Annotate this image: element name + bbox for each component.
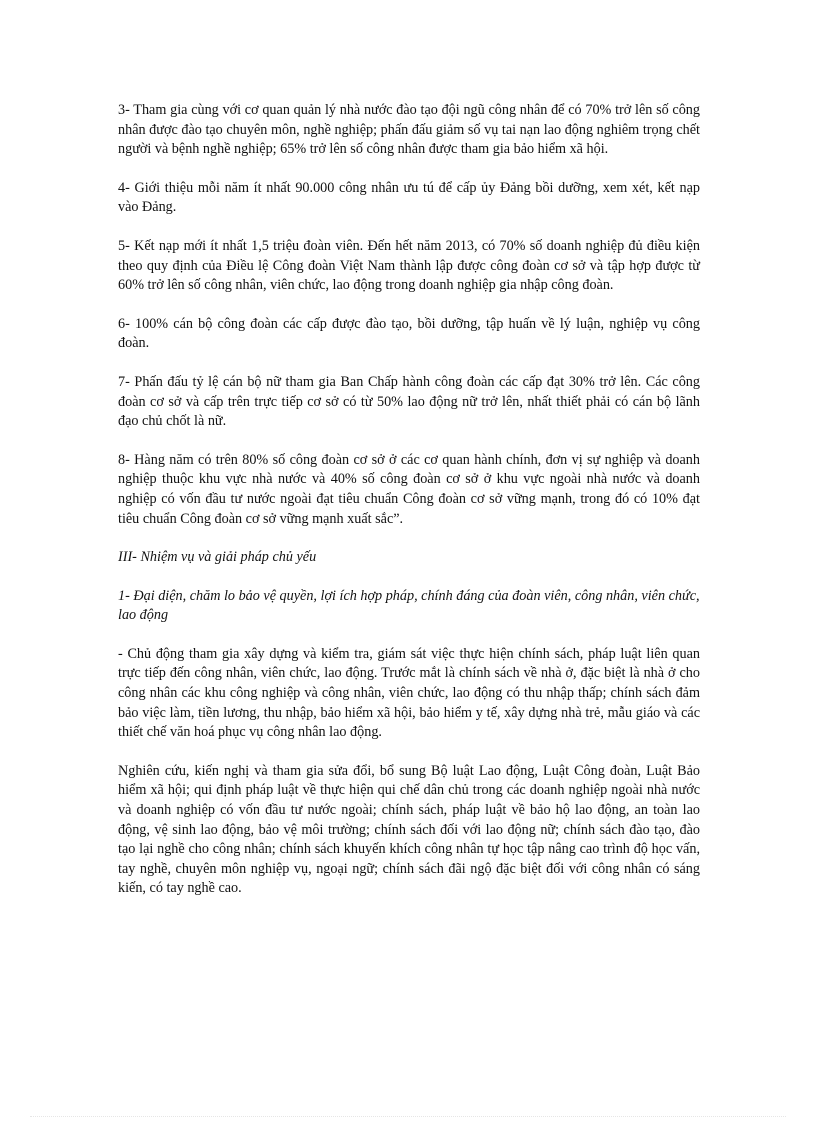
paragraph-target-7: 7- Phấn đấu tỷ lệ cán bộ nữ tham gia Ban Chấp hành công đoàn các cấp đạt 30% trở lên. Các công đoàn cơ sở và cấp trên trực tiếp cơ sở có từ 50% lao động nữ trở lên, nhất thiết phải có cán bộ lãnh đạo chủ chốt là nữ. — [118, 373, 700, 430]
subsection-heading: 1- Đại diện, chăm lo bảo vệ quyền, lợi ích hợp pháp, chính đáng của đoàn viên, công nhân, viên chức, lao động — [118, 587, 700, 624]
body-paragraph-2: Nghiên cứu, kiến nghị và tham gia sửa đổi, bổ sung Bộ luật Lao động, Luật Công đoàn, Luật Bảo hiểm xã hội; qui định pháp luật về thực hiện qui chế dân chủ trong các doanh nghiệp ngoài nhà nước và doanh nghiệp có vốn đầu tư nước ngoài; chính sách, pháp luật về bảo hộ lao động, an toàn lao động, vệ sinh lao động, bảo vệ môi trường; chính sách đối với lao động nữ; chính sách đào tạo, đào tạo lại nghề cho công nhân; chính sách khuyến khích công nhân tự học tập nâng cao trình độ học vấn, tay nghề, chuyên môn nghiệp vụ, ngoại ngữ; chính sách đãi ngộ đặc biệt đối với công nhân có sáng kiến, có tay nghề cao. — [118, 762, 700, 897]
document-page — [118, 101, 700, 918]
paragraph-target-6: 6- 100% cán bộ công đoàn các cấp được đào tạo, bồi dưỡng, tập huấn về lý luận, nghiệp vụ công đoàn. — [118, 315, 700, 352]
paragraph-target-3: 3- Tham gia cùng với cơ quan quản lý nhà nước đào tạo đội ngũ công nhân để có 70% trở lên số công nhân được đào tạo chuyên môn, nghề nghiệp; phấn đấu giảm số vụ tai nạn lao động nghiêm trọng chết người và bệnh nghề nghiệp; 65% trở lên số công nhân được tham gia bảo hiểm xã hội. — [118, 102, 700, 158]
body-paragraph-1: - Chủ động tham gia xây dựng và kiểm tra, giám sát việc thực hiện chính sách, pháp luật liên quan trực tiếp đến công nhân, viên chức, lao động. Trước mắt là chính sách về nhà ở, đặc biệt là nhà ở cho công nhân các khu công nghiệp và công nhân, viên chức, lao động có thu nhập thấp; chính sách đảm bảo việc làm, tiền lương, thu nhập, bảo hiểm xã hội, bảo hiểm y tế, xây dựng nhà trẻ, mẫu giáo và các thiết chế văn hoá phục vụ công nhân lao động. — [118, 645, 700, 741]
page-bottom-divider — [30, 1116, 786, 1117]
section-heading: III- Nhiệm vụ và giải pháp chủ yếu — [118, 549, 317, 566]
paragraph-target-4: 4- Giới thiệu mỗi năm ít nhất 90.000 công nhân ưu tú để cấp ủy Đảng bồi dưỡng, xem xét, kết nạp vào Đảng. — [118, 179, 700, 216]
paragraph-target-5: 5- Kết nạp mới ít nhất 1,5 triệu đoàn viên. Đến hết năm 2013, có 70% số doanh nghiệp đủ điều kiện theo quy định của Điều lệ Công đoàn Việt Nam thành lập được công đoàn cơ sở và tập hợp được từ 60% trở lên số công nhân, viên chức, lao động trong doanh nghiệp gia nhập công đoàn. — [118, 237, 700, 294]
paragraph-target-8: 8- Hàng năm có trên 80% số công đoàn cơ sở ở các cơ quan hành chính, đơn vị sự nghiệp và doanh nghiệp thuộc khu vực nhà nước và 40% số công đoàn cơ sở ở khu vực ngoài nhà nước và doanh nghiệp có vốn đầu tư nước ngoài đạt tiêu chuẩn Công đoàn cơ sở vững mạnh, trong đó có 10% đạt tiêu chuẩn Công đoàn cơ sở vững mạnh xuất sắc”. — [118, 451, 700, 527]
